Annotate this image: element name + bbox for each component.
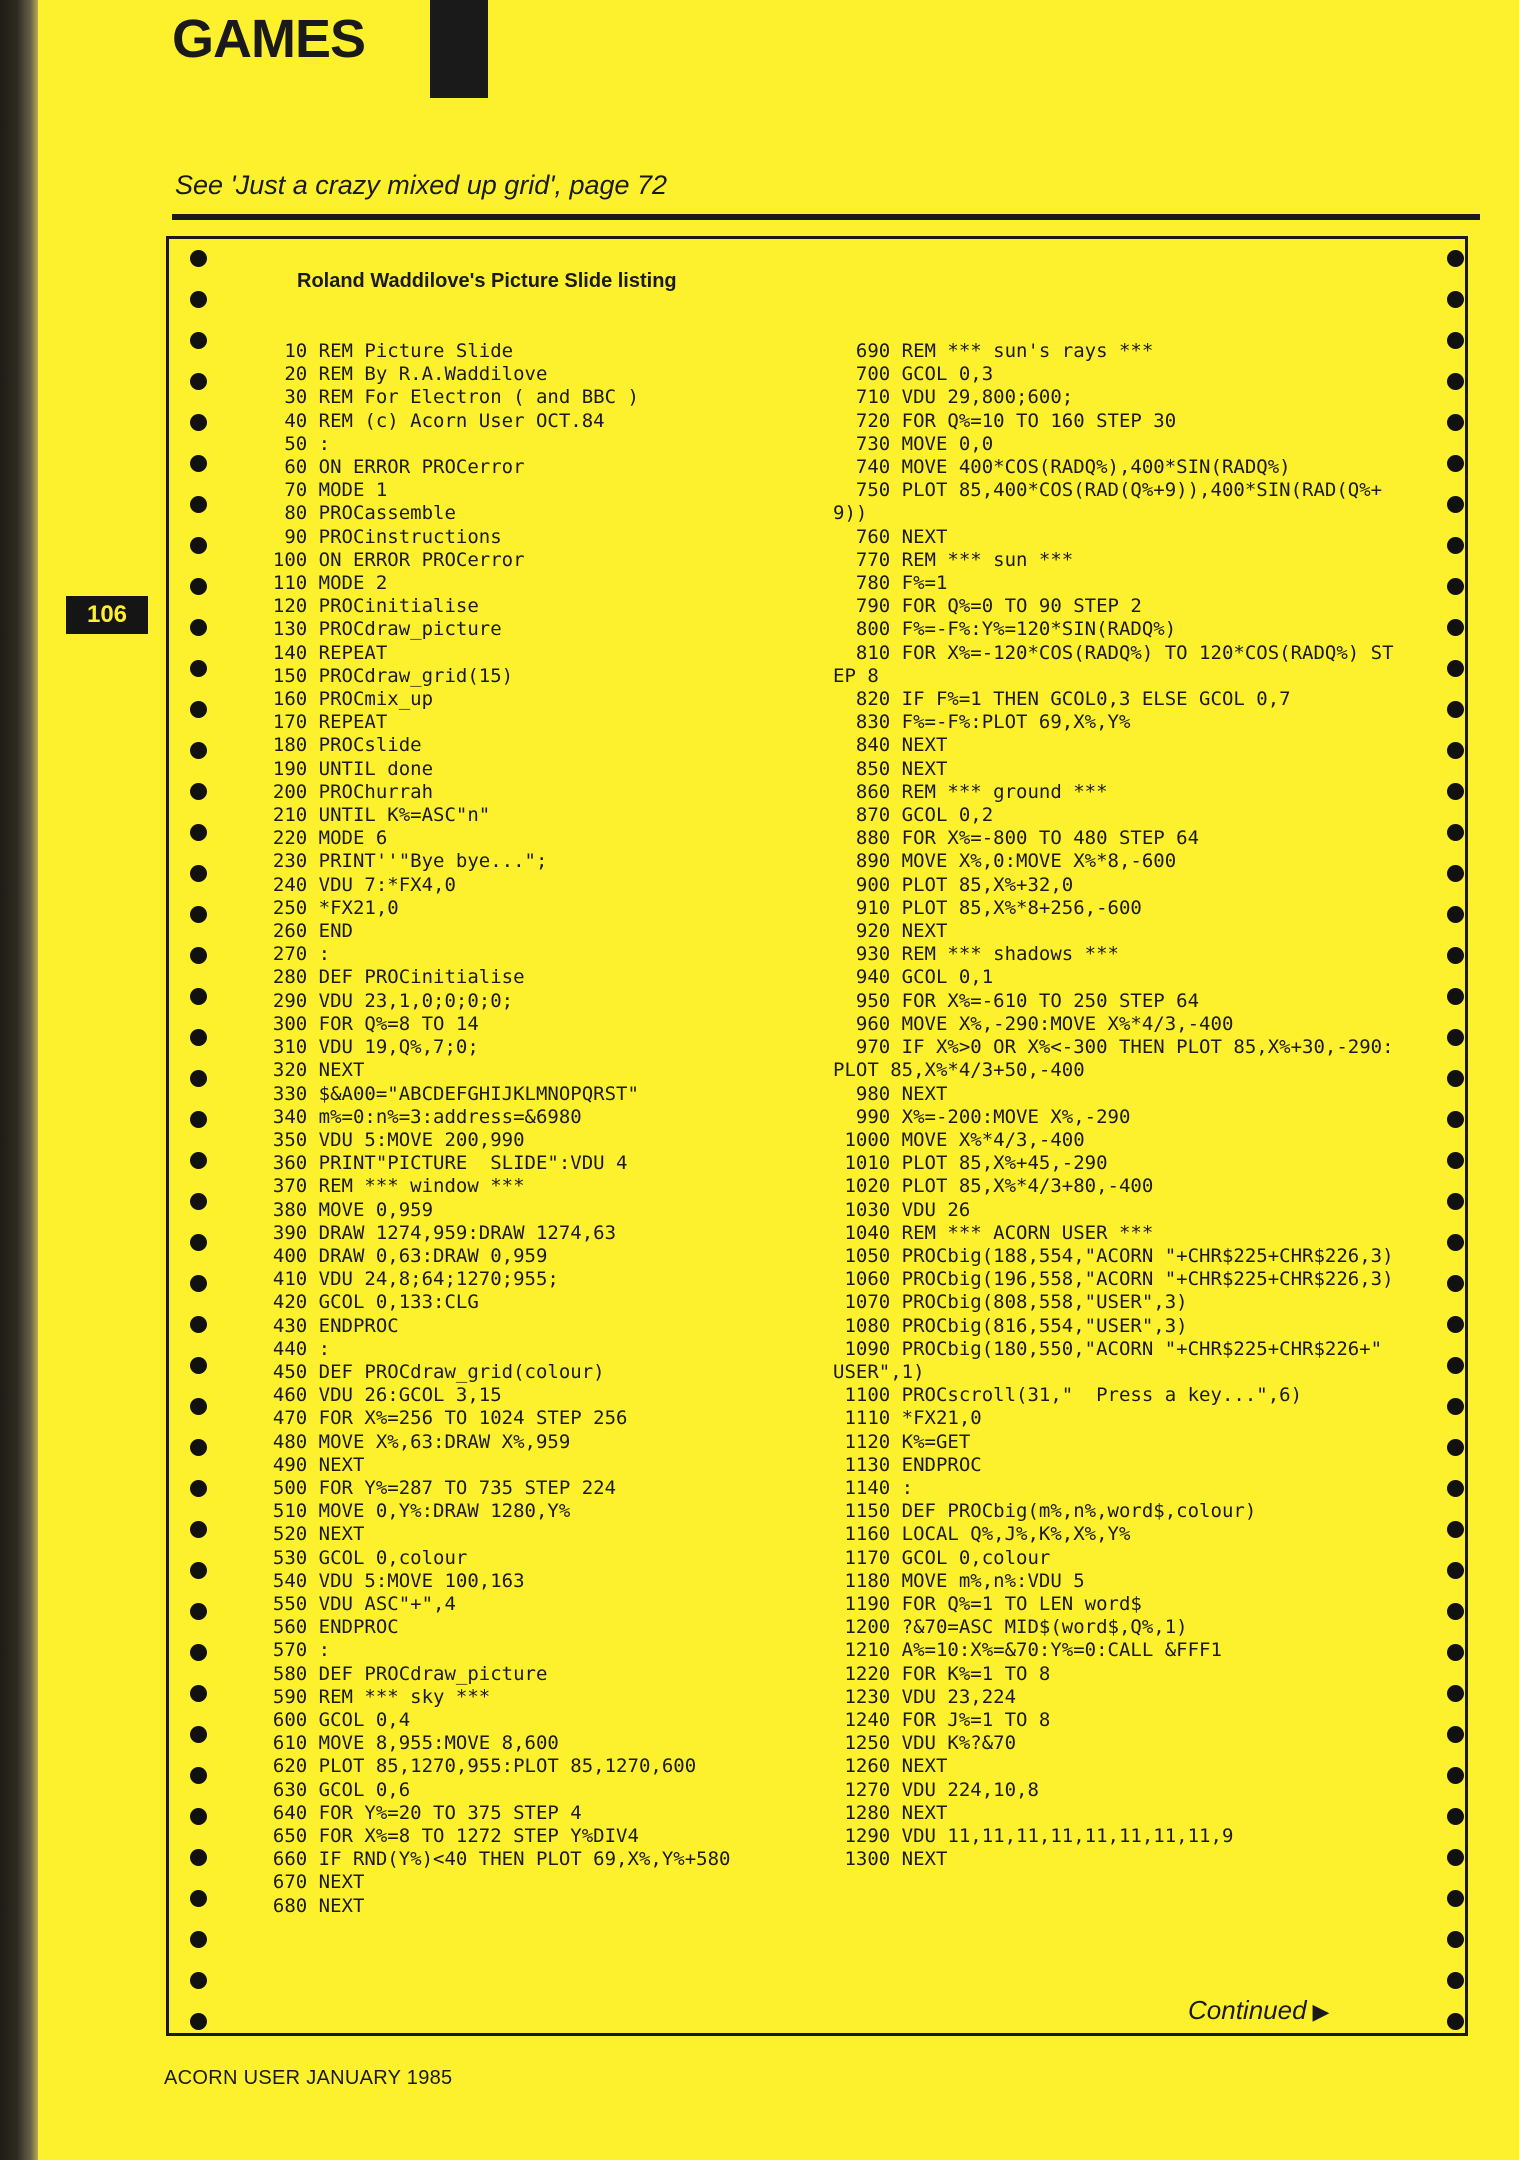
code-line: 1250 VDU K%?&70 xyxy=(833,1732,1017,1755)
tractor-hole xyxy=(1447,1767,1464,1784)
code-line: 1190 FOR Q%=1 TO LEN word$ xyxy=(833,1592,1142,1615)
code-line: 40 REM (c) Acorn User OCT.84 xyxy=(250,409,605,432)
code-line: 750 PLOT 85,400*COS(RAD(Q%+9)),400*SIN(RAD(Q%+9)) xyxy=(833,479,1383,525)
code-line: 80 PROCassemble xyxy=(250,502,456,525)
tractor-hole xyxy=(1447,1972,1464,1989)
tractor-hole xyxy=(190,1029,207,1046)
tractor-hole xyxy=(190,373,207,390)
tractor-hole xyxy=(190,1603,207,1620)
code-line: 220 MODE 6 xyxy=(250,827,388,850)
right-tractor-holes xyxy=(1447,250,1465,2030)
tractor-hole xyxy=(190,1767,207,1784)
code-line: 1150 DEF PROCbig(m%,n%,word$,colour) xyxy=(833,1500,1257,1523)
tractor-hole xyxy=(1447,1357,1464,1374)
tractor-hole xyxy=(190,947,207,964)
tractor-hole xyxy=(1447,1398,1464,1415)
tractor-hole xyxy=(1447,2013,1464,2030)
code-line: 540 VDU 5:MOVE 100,163 xyxy=(250,1569,525,1592)
code-line: 1260 NEXT xyxy=(833,1755,948,1778)
continued-indicator xyxy=(1188,1995,1329,2026)
code-line: 510 MOVE 0,Y%:DRAW 1280,Y% xyxy=(250,1500,571,1523)
code-line: 560 ENDPROC xyxy=(250,1616,399,1639)
magazine-spine xyxy=(0,0,38,2160)
tractor-hole xyxy=(190,250,207,267)
continued-label: Continued xyxy=(1188,1995,1307,2025)
tractor-hole xyxy=(1447,742,1464,759)
code-line: 490 NEXT xyxy=(250,1453,365,1476)
code-line: 360 PRINT"PICTURE SLIDE":VDU 4 xyxy=(250,1152,628,1175)
code-line: 530 GCOL 0,colour xyxy=(250,1546,468,1569)
tractor-hole xyxy=(190,1726,207,1743)
code-line: 680 NEXT xyxy=(250,1894,365,1917)
tractor-hole xyxy=(1447,660,1464,677)
code-line: 810 FOR X%=-120*COS(RADQ%) TO 120*COS(RADQ%) STEP 8 xyxy=(833,641,1394,687)
code-line: 720 FOR Q%=10 TO 160 STEP 30 xyxy=(833,409,1177,432)
tractor-hole xyxy=(1447,1439,1464,1456)
tractor-hole xyxy=(1447,947,1464,964)
tractor-hole xyxy=(190,1398,207,1415)
tractor-hole xyxy=(1447,1931,1464,1948)
code-line: 970 IF X%>0 OR X%<-300 THEN PLOT 85,X%+30,-290:PLOT 85,X%*4/3+50,-400 xyxy=(833,1036,1394,1082)
tractor-hole xyxy=(1447,291,1464,308)
tractor-hole xyxy=(1447,701,1464,718)
code-line: 1200 ?&70=ASC MID$(word$,Q%,1) xyxy=(833,1616,1188,1639)
code-line: 120 PROCinitialise xyxy=(250,595,479,618)
code-line: 150 PROCdraw_grid(15) xyxy=(250,664,514,687)
code-line: 310 VDU 19,Q%,7;0; xyxy=(250,1036,479,1059)
code-line: 940 GCOL 0,1 xyxy=(833,966,994,989)
code-line: 300 FOR Q%=8 TO 14 xyxy=(250,1012,479,1035)
tractor-hole xyxy=(1447,783,1464,800)
code-line: 790 FOR Q%=0 TO 90 STEP 2 xyxy=(833,595,1142,618)
code-line: 470 FOR X%=256 TO 1024 STEP 256 xyxy=(250,1407,628,1430)
code-line: 90 PROCinstructions xyxy=(250,525,502,548)
tractor-hole xyxy=(1447,1726,1464,1743)
code-line: 1280 NEXT xyxy=(833,1801,948,1824)
code-line: 320 NEXT xyxy=(250,1059,365,1082)
code-line: 650 FOR X%=8 TO 1272 STEP Y%DIV4 xyxy=(250,1825,639,1847)
tractor-hole xyxy=(190,332,207,349)
code-line: 1000 MOVE X%*4/3,-400 xyxy=(833,1128,1085,1151)
code-line: 430 ENDPROC xyxy=(250,1314,399,1337)
tractor-hole xyxy=(190,1070,207,1087)
tractor-hole xyxy=(1447,988,1464,1005)
code-line: 1070 PROCbig(808,558,"USER",3) xyxy=(833,1291,1188,1314)
code-line: 860 REM *** ground *** xyxy=(833,780,1108,803)
code-line: 270 : xyxy=(250,943,331,966)
tractor-hole xyxy=(1447,578,1464,595)
code-column-right xyxy=(833,340,1403,1871)
section-title: GAMES xyxy=(172,9,366,69)
code-line: 1140 : xyxy=(833,1476,914,1499)
code-line: 990 X%=-200:MOVE X%,-290 xyxy=(833,1105,1131,1128)
page-number-tab: 106 xyxy=(66,596,148,634)
code-line: 820 IF F%=1 THEN GCOL0,3 ELSE GCOL 0,7 xyxy=(833,688,1291,711)
code-line: 1080 PROCbig(816,554,"USER",3) xyxy=(833,1314,1188,1337)
tractor-hole xyxy=(190,783,207,800)
code-line: 110 MODE 2 xyxy=(250,572,388,595)
code-line: 190 UNTIL done xyxy=(250,757,434,780)
code-line: 600 GCOL 0,4 xyxy=(250,1708,411,1731)
tractor-hole xyxy=(190,1234,207,1251)
tractor-hole xyxy=(190,414,207,431)
tractor-hole xyxy=(1447,1029,1464,1046)
tractor-hole xyxy=(1447,1562,1464,1579)
code-line: 640 FOR Y%=20 TO 375 STEP 4 xyxy=(250,1801,582,1824)
code-line: 400 DRAW 0,63:DRAW 0,959 xyxy=(250,1244,548,1267)
code-line: 1290 VDU 11,11,11,11,11,11,11,11,9 xyxy=(833,1825,1234,1847)
page-footer: ACORN USER JANUARY 1985 xyxy=(164,2067,453,2089)
code-line: 1180 MOVE m%,n%:VDU 5 xyxy=(833,1569,1085,1592)
code-line: 260 END xyxy=(250,920,353,943)
code-line: 60 ON ERROR PROCerror xyxy=(250,456,525,479)
code-line: 610 MOVE 8,955:MOVE 8,600 xyxy=(250,1732,559,1755)
tractor-hole xyxy=(1447,1234,1464,1251)
code-line: 410 VDU 24,8;64;1270;955; xyxy=(250,1268,559,1291)
code-line: 480 MOVE X%,63:DRAW X%,959 xyxy=(250,1430,571,1453)
tractor-hole xyxy=(190,455,207,472)
code-line: 690 REM *** sun's rays *** xyxy=(833,340,1154,362)
code-line: 330 $&A00="ABCDEFGHIJKLMNOPQRST" xyxy=(250,1082,639,1105)
tractor-hole xyxy=(1447,1644,1464,1661)
code-line: 1220 FOR K%=1 TO 8 xyxy=(833,1662,1051,1685)
tractor-hole xyxy=(190,824,207,841)
code-line: 890 MOVE X%,0:MOVE X%*8,-600 xyxy=(833,850,1177,873)
code-line: 580 DEF PROCdraw_picture xyxy=(250,1662,548,1685)
code-line: 370 REM *** window *** xyxy=(250,1175,525,1198)
code-line: 100 ON ERROR PROCerror xyxy=(250,548,525,571)
code-line: 770 REM *** sun *** xyxy=(833,548,1074,571)
tractor-hole xyxy=(190,1808,207,1825)
code-line: 950 FOR X%=-610 TO 250 STEP 64 xyxy=(833,989,1200,1012)
tractor-hole xyxy=(1447,865,1464,882)
code-line: 130 PROCdraw_picture xyxy=(250,618,502,641)
tractor-hole xyxy=(190,660,207,677)
code-line: 1100 PROCscroll(31," Press a key...",6) xyxy=(833,1384,1303,1407)
tractor-hole xyxy=(190,2013,207,2030)
tractor-hole xyxy=(190,1152,207,1169)
code-line: 830 F%=-F%:PLOT 69,X%,Y% xyxy=(833,711,1131,734)
code-line: 660 IF RND(Y%)<40 THEN PLOT 69,X%,Y%+580 xyxy=(250,1848,731,1871)
code-line: 350 VDU 5:MOVE 200,990 xyxy=(250,1128,525,1151)
code-line: 980 NEXT xyxy=(833,1082,948,1105)
tractor-hole xyxy=(190,1972,207,1989)
code-line: 1130 ENDPROC xyxy=(833,1453,982,1476)
code-line: 570 : xyxy=(250,1639,331,1662)
code-line: 850 NEXT xyxy=(833,757,948,780)
code-line: 340 m%=0:n%=3:address=&6980 xyxy=(250,1105,582,1128)
code-line: 1110 *FX21,0 xyxy=(833,1407,982,1430)
code-line: 800 F%=-F%:Y%=120*SIN(RADQ%) xyxy=(833,618,1177,641)
tractor-hole xyxy=(1447,1480,1464,1497)
see-also-note: See 'Just a crazy mixed up grid', page 72 xyxy=(175,170,668,200)
tractor-hole xyxy=(190,701,207,718)
tractor-hole xyxy=(190,1562,207,1579)
tractor-hole xyxy=(1447,1070,1464,1087)
tractor-hole xyxy=(190,1521,207,1538)
tractor-hole xyxy=(1447,1521,1464,1538)
code-line: 1160 LOCAL Q%,J%,K%,X%,Y% xyxy=(833,1523,1131,1546)
code-line: 740 MOVE 400*COS(RADQ%),400*SIN(RADQ%) xyxy=(833,456,1291,479)
code-line: 670 NEXT xyxy=(250,1871,365,1894)
tractor-hole xyxy=(190,619,207,636)
code-line: 160 PROCmix_up xyxy=(250,688,434,711)
code-line: 170 REPEAT xyxy=(250,711,388,734)
code-line: 520 NEXT xyxy=(250,1523,365,1546)
code-line: 590 REM *** sky *** xyxy=(250,1685,491,1708)
code-line: 10 REM Picture Slide xyxy=(250,340,514,362)
code-line: 390 DRAW 1274,959:DRAW 1274,63 xyxy=(250,1221,617,1244)
code-line: 760 NEXT xyxy=(833,525,948,548)
code-line: 450 DEF PROCdraw_grid(colour) xyxy=(250,1360,605,1383)
tractor-hole xyxy=(1447,1685,1464,1702)
code-line: 210 UNTIL K%=ASC"n" xyxy=(250,804,491,827)
tractor-hole xyxy=(1447,906,1464,923)
code-line: 920 NEXT xyxy=(833,920,948,943)
tractor-hole xyxy=(190,1685,207,1702)
code-line: 230 PRINT''"Bye bye..."; xyxy=(250,850,548,873)
code-line: 730 MOVE 0,0 xyxy=(833,432,994,455)
tractor-hole xyxy=(1447,332,1464,349)
tractor-hole xyxy=(190,1439,207,1456)
tractor-hole xyxy=(1447,537,1464,554)
tractor-hole xyxy=(1447,1316,1464,1333)
tractor-hole xyxy=(190,1931,207,1948)
code-line: 1170 GCOL 0,colour xyxy=(833,1546,1051,1569)
tractor-hole xyxy=(1447,1603,1464,1620)
tractor-hole xyxy=(190,496,207,513)
code-line: 1030 VDU 26 xyxy=(833,1198,971,1221)
tractor-hole xyxy=(1447,1890,1464,1907)
code-line: 870 GCOL 0,2 xyxy=(833,804,994,827)
code-line: 780 F%=1 xyxy=(833,572,948,595)
code-line: 200 PROChurrah xyxy=(250,780,434,803)
code-line: 1230 VDU 23,224 xyxy=(833,1685,1017,1708)
tractor-hole xyxy=(190,1644,207,1661)
code-line: 280 DEF PROCinitialise xyxy=(250,966,525,989)
code-column-left xyxy=(250,340,805,1918)
code-line: 1050 PROCbig(188,554,"ACORN "+CHR$225+CHR$226,3) xyxy=(833,1244,1394,1267)
tractor-hole xyxy=(190,1849,207,1866)
code-line: 380 MOVE 0,959 xyxy=(250,1198,434,1221)
code-line: 70 MODE 1 xyxy=(250,479,388,502)
tractor-hole xyxy=(190,291,207,308)
tractor-hole xyxy=(190,906,207,923)
tractor-hole xyxy=(190,1193,207,1210)
code-line: 1010 PLOT 85,X%+45,-290 xyxy=(833,1152,1108,1175)
code-line: 30 REM For Electron ( and BBC ) xyxy=(250,386,639,409)
tractor-hole xyxy=(1447,373,1464,390)
code-line: 240 VDU 7:*FX4,0 xyxy=(250,873,456,896)
code-line: 550 VDU ASC"+",4 xyxy=(250,1592,456,1615)
right-triangle-icon: ▶ xyxy=(1312,1999,1330,2024)
code-line: 140 REPEAT xyxy=(250,641,388,664)
code-line: 1060 PROCbig(196,558,"ACORN "+CHR$225+CHR$226,3) xyxy=(833,1268,1394,1291)
code-line: 930 REM *** shadows *** xyxy=(833,943,1119,966)
code-line: 900 PLOT 85,X%+32,0 xyxy=(833,873,1074,896)
code-line: 700 GCOL 0,3 xyxy=(833,363,994,386)
code-line: 620 PLOT 85,1270,955:PLOT 85,1270,600 xyxy=(250,1755,697,1778)
tractor-hole xyxy=(190,1890,207,1907)
tractor-hole xyxy=(1447,619,1464,636)
code-line: 910 PLOT 85,X%*8+256,-600 xyxy=(833,896,1142,919)
code-line: 250 *FX21,0 xyxy=(250,896,399,919)
tractor-hole xyxy=(1447,1111,1464,1128)
code-line: 840 NEXT xyxy=(833,734,948,757)
code-line: 420 GCOL 0,133:CLG xyxy=(250,1291,479,1314)
tractor-hole xyxy=(190,1480,207,1497)
listing-title: Roland Waddilove's Picture Slide listing xyxy=(297,270,677,292)
code-line: 880 FOR X%=-800 TO 480 STEP 64 xyxy=(833,827,1200,850)
code-line: 180 PROCslide xyxy=(250,734,422,757)
tractor-hole xyxy=(1447,824,1464,841)
code-line: 500 FOR Y%=287 TO 735 STEP 224 xyxy=(250,1476,617,1499)
tractor-hole xyxy=(190,742,207,759)
tractor-hole xyxy=(1447,1193,1464,1210)
tractor-hole xyxy=(1447,1152,1464,1169)
tractor-hole xyxy=(1447,414,1464,431)
tractor-hole xyxy=(1447,1808,1464,1825)
left-tractor-holes xyxy=(190,250,208,2030)
tractor-hole xyxy=(1447,455,1464,472)
tractor-hole xyxy=(190,1357,207,1374)
code-line: 960 MOVE X%,-290:MOVE X%*4/3,-400 xyxy=(833,1012,1234,1035)
code-line: 710 VDU 29,800;600; xyxy=(833,386,1074,409)
code-line: 1040 REM *** ACORN USER *** xyxy=(833,1221,1154,1244)
code-line: 1300 NEXT xyxy=(833,1848,948,1871)
code-line: 460 VDU 26:GCOL 3,15 xyxy=(250,1384,502,1407)
code-line: 1090 PROCbig(180,550,"ACORN "+CHR$225+CHR$226+" USER",1) xyxy=(833,1337,1405,1383)
code-line: 1120 K%=GET xyxy=(833,1430,971,1453)
tractor-hole xyxy=(190,988,207,1005)
tractor-hole xyxy=(190,865,207,882)
code-line: 630 GCOL 0,6 xyxy=(250,1778,411,1801)
code-line: 20 REM By R.A.Waddilove xyxy=(250,363,548,386)
code-line: 440 : xyxy=(250,1337,331,1360)
tractor-hole xyxy=(1447,1275,1464,1292)
tractor-hole xyxy=(190,537,207,554)
divider-rule xyxy=(172,214,1480,220)
tractor-hole xyxy=(190,1275,207,1292)
tractor-hole xyxy=(190,578,207,595)
code-line: 1240 FOR J%=1 TO 8 xyxy=(833,1708,1051,1731)
code-line: 1270 VDU 224,10,8 xyxy=(833,1778,1039,1801)
tractor-hole xyxy=(1447,250,1464,267)
code-line: 1020 PLOT 85,X%*4/3+80,-400 xyxy=(833,1175,1154,1198)
code-line: 1210 A%=10:X%=&70:Y%=0:CALL &FFF1 xyxy=(833,1639,1222,1662)
tractor-hole xyxy=(1447,1849,1464,1866)
tractor-hole xyxy=(190,1316,207,1333)
code-line: 50 : xyxy=(250,432,331,455)
tractor-hole xyxy=(1447,496,1464,513)
code-line: 290 VDU 23,1,0;0;0;0; xyxy=(250,989,514,1012)
header-bar xyxy=(430,0,488,98)
tractor-hole xyxy=(190,1111,207,1128)
